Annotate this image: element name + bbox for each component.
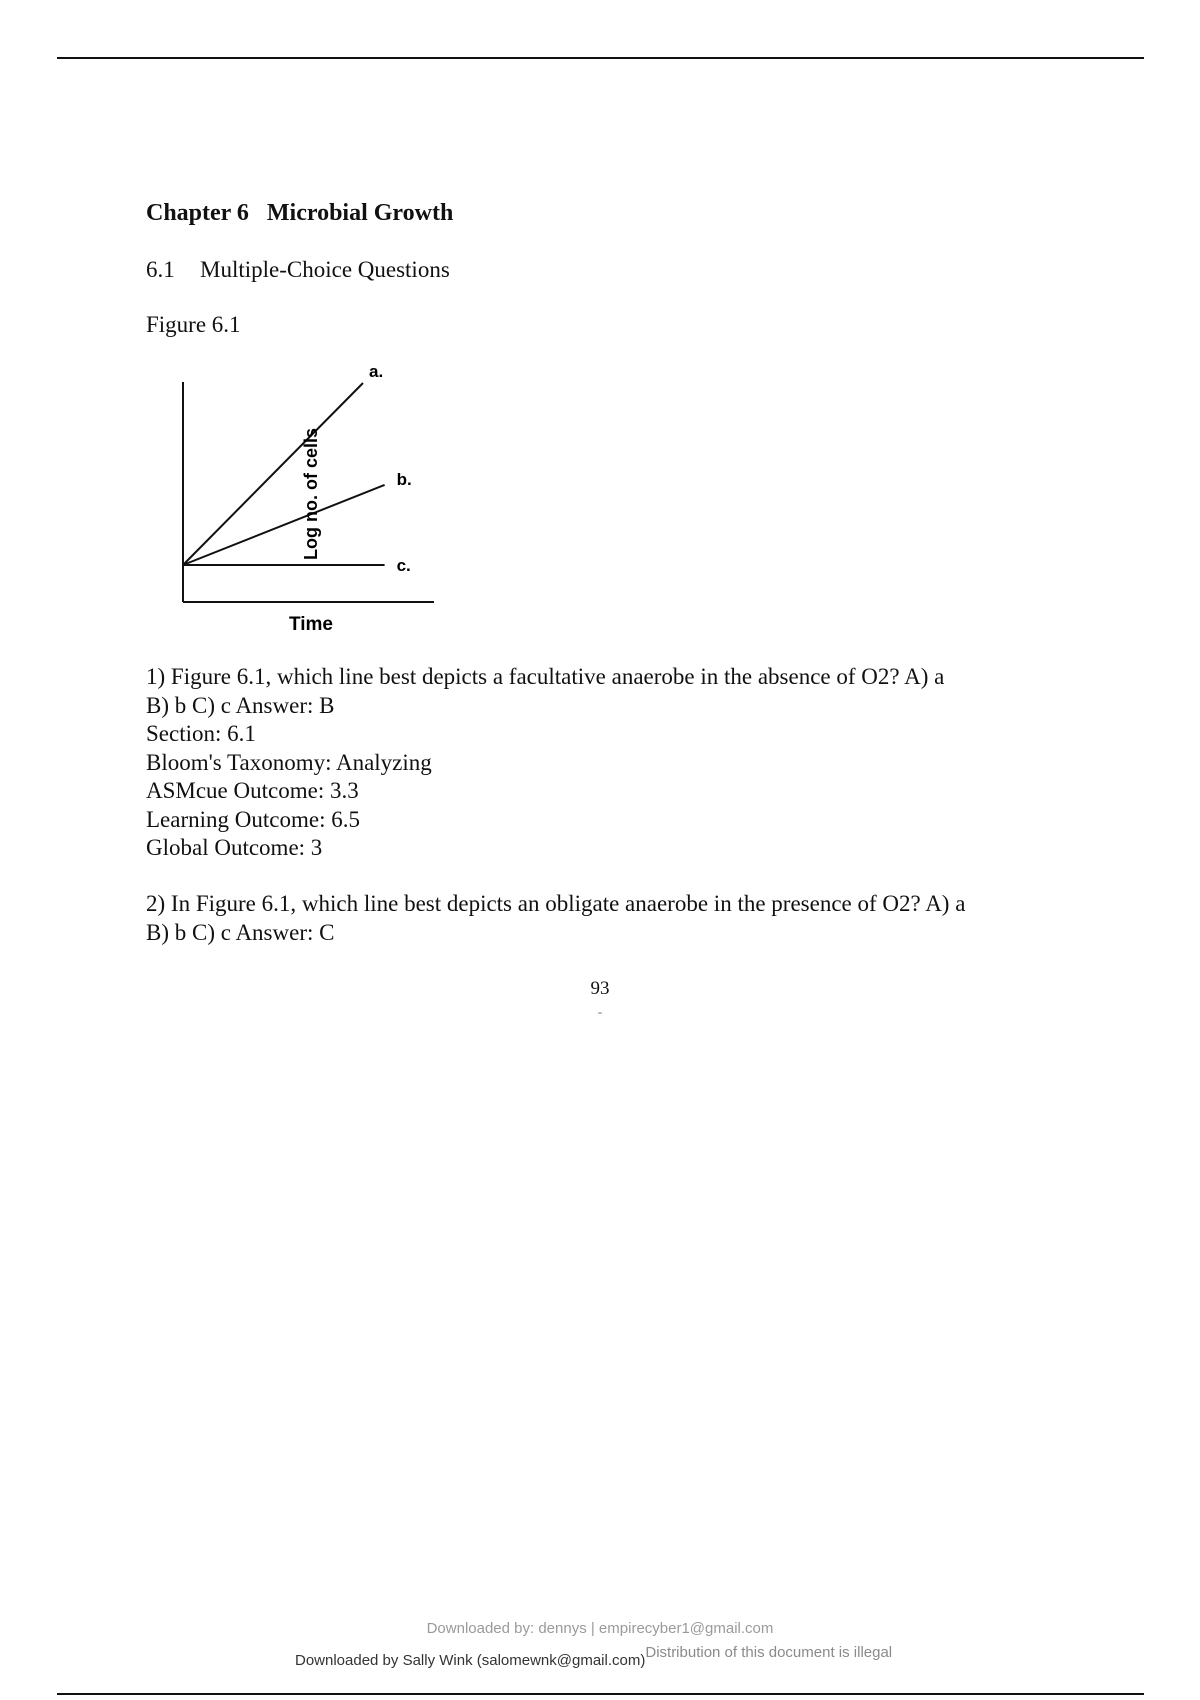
question-2-line: B) b C) c Answer: C [146, 919, 335, 945]
question-1-line: Bloom's Taxonomy: Analyzing [146, 749, 432, 775]
chapter-name: Microbial Growth [266, 200, 454, 226]
x-axis-label: Time [288, 614, 334, 635]
question-1 [146, 663, 1046, 863]
question-1-line: Global Outcome: 3 [146, 835, 323, 860]
top-rule [57, 57, 1144, 59]
series-label-1: a. [369, 362, 384, 381]
chart-svg [146, 360, 446, 640]
question-2 [146, 890, 1046, 947]
distribution-notice: Distribution of this document is illegal [645, 1644, 893, 1661]
section-title: Multiple-Choice Questions [200, 257, 450, 282]
section-heading [146, 257, 450, 283]
series-line-1 [183, 383, 363, 565]
y-axis-label: Log no. of cells [301, 427, 321, 561]
download-notice-2-text: Downloaded by Sally Wink (salomewnk@gmail.com) [295, 1652, 646, 1669]
series-label-3: c. [396, 556, 411, 575]
chapter-title [146, 200, 453, 227]
section-number: 6.1 [146, 257, 175, 282]
page-number: 93 [590, 978, 610, 999]
chapter-number: Chapter 6 [146, 200, 249, 226]
question-1-line: 1) Figure 6.1, which line best depicts a facultative anaerobe in the absence of O2? A) a [146, 664, 945, 689]
series-group [183, 362, 412, 575]
page-dot: - [598, 1005, 602, 1019]
bottom-rule [57, 1693, 1144, 1695]
series-line-2 [183, 485, 385, 565]
question-2-line: 2) In Figure 6.1, which line best depicts an obligate anaerobe in the presence of O2? A) a [146, 891, 966, 916]
question-1-line: B) b C) c Answer: B [146, 692, 335, 718]
figure-label: Figure 6.1 [146, 312, 241, 337]
question-1-line: Section: 6.1 [146, 721, 256, 746]
download-notice-1: Downloaded by: dennys | empirecyber1@gmail.com [426, 1620, 774, 1637]
series-label-2: b. [396, 469, 412, 489]
question-1-line: Learning Outcome: 6.5 [146, 806, 360, 832]
download-notice-2 [295, 1644, 893, 1669]
figure-6-1-chart [146, 360, 446, 640]
question-1-line: ASMcue Outcome: 3.3 [146, 778, 359, 803]
